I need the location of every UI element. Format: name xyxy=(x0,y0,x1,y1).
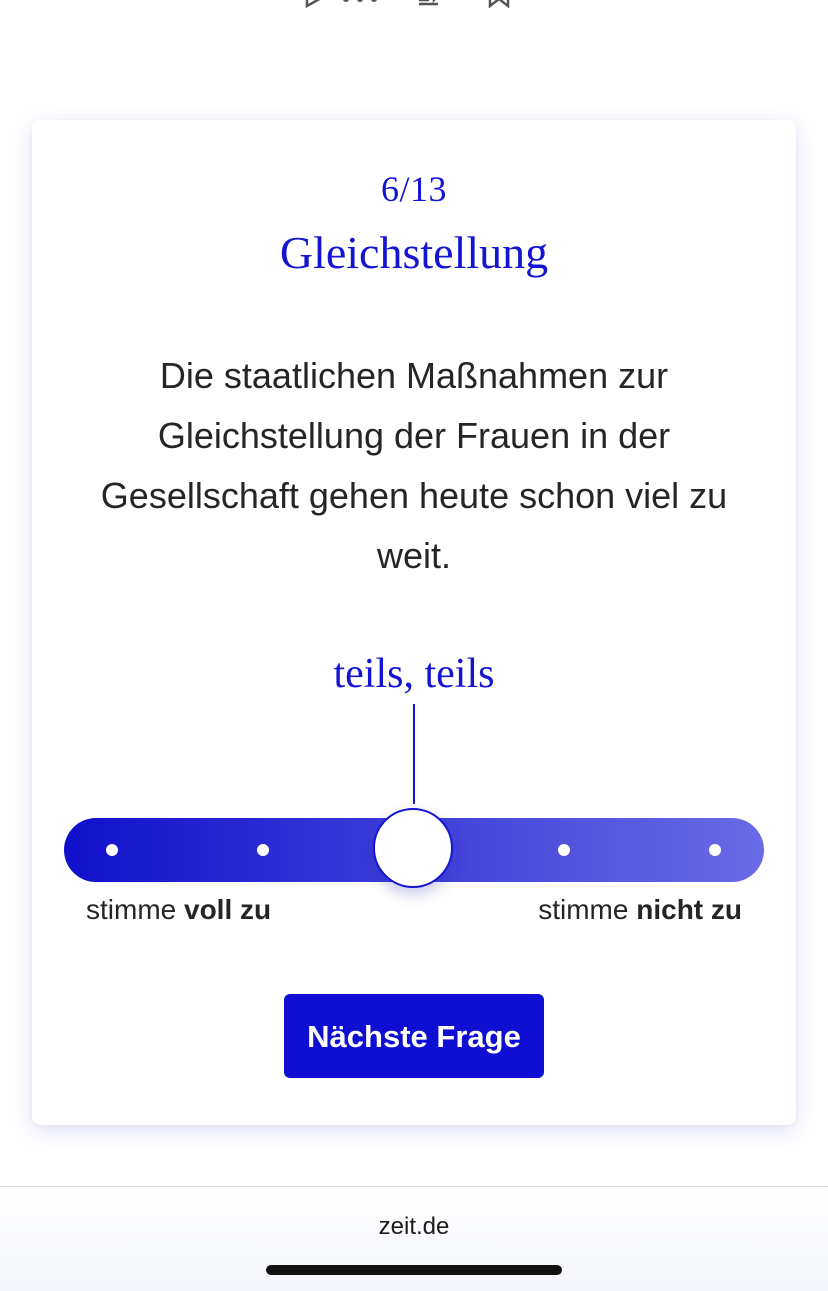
slider-thumb[interactable] xyxy=(373,808,453,888)
play-icon[interactable] xyxy=(304,0,326,8)
bookmark-icon[interactable] xyxy=(486,0,512,8)
question-card xyxy=(32,120,796,1125)
question-statement: Die staatlichen Maßnahmen zur Gleichstellung der Frauen in der Gesellschaft gehen heute schon viel zu weit. xyxy=(100,355,728,576)
scale-disagree-bold: nicht zu xyxy=(636,894,742,925)
url-display[interactable]: zeit.de xyxy=(378,1213,450,1240)
read-later-icon[interactable] xyxy=(416,0,442,8)
scale-agree-prefix: stimme xyxy=(86,894,184,925)
question-counter: 6/13 xyxy=(380,169,447,209)
home-indicator[interactable] xyxy=(266,1265,562,1275)
scale-label-disagree xyxy=(538,894,742,926)
scale-label-agree xyxy=(86,894,271,926)
scale-disagree-prefix: stimme xyxy=(538,894,637,925)
slider-pointer-line xyxy=(413,704,415,804)
top-toolbar xyxy=(300,0,530,8)
slider-step-5[interactable] xyxy=(709,844,721,856)
scale-agree-bold: voll zu xyxy=(184,894,272,925)
question-topic: Gleichstellung xyxy=(279,227,549,278)
browser-bottom-bar xyxy=(0,1186,828,1291)
slider-step-4[interactable] xyxy=(558,844,570,856)
slider-step-2[interactable] xyxy=(257,844,269,856)
slider-step-1[interactable] xyxy=(106,844,118,856)
dots-icon[interactable] xyxy=(340,0,380,8)
next-question-button[interactable]: Nächste Frage xyxy=(284,994,544,1078)
slider-value-label: teils, teils xyxy=(333,651,495,697)
